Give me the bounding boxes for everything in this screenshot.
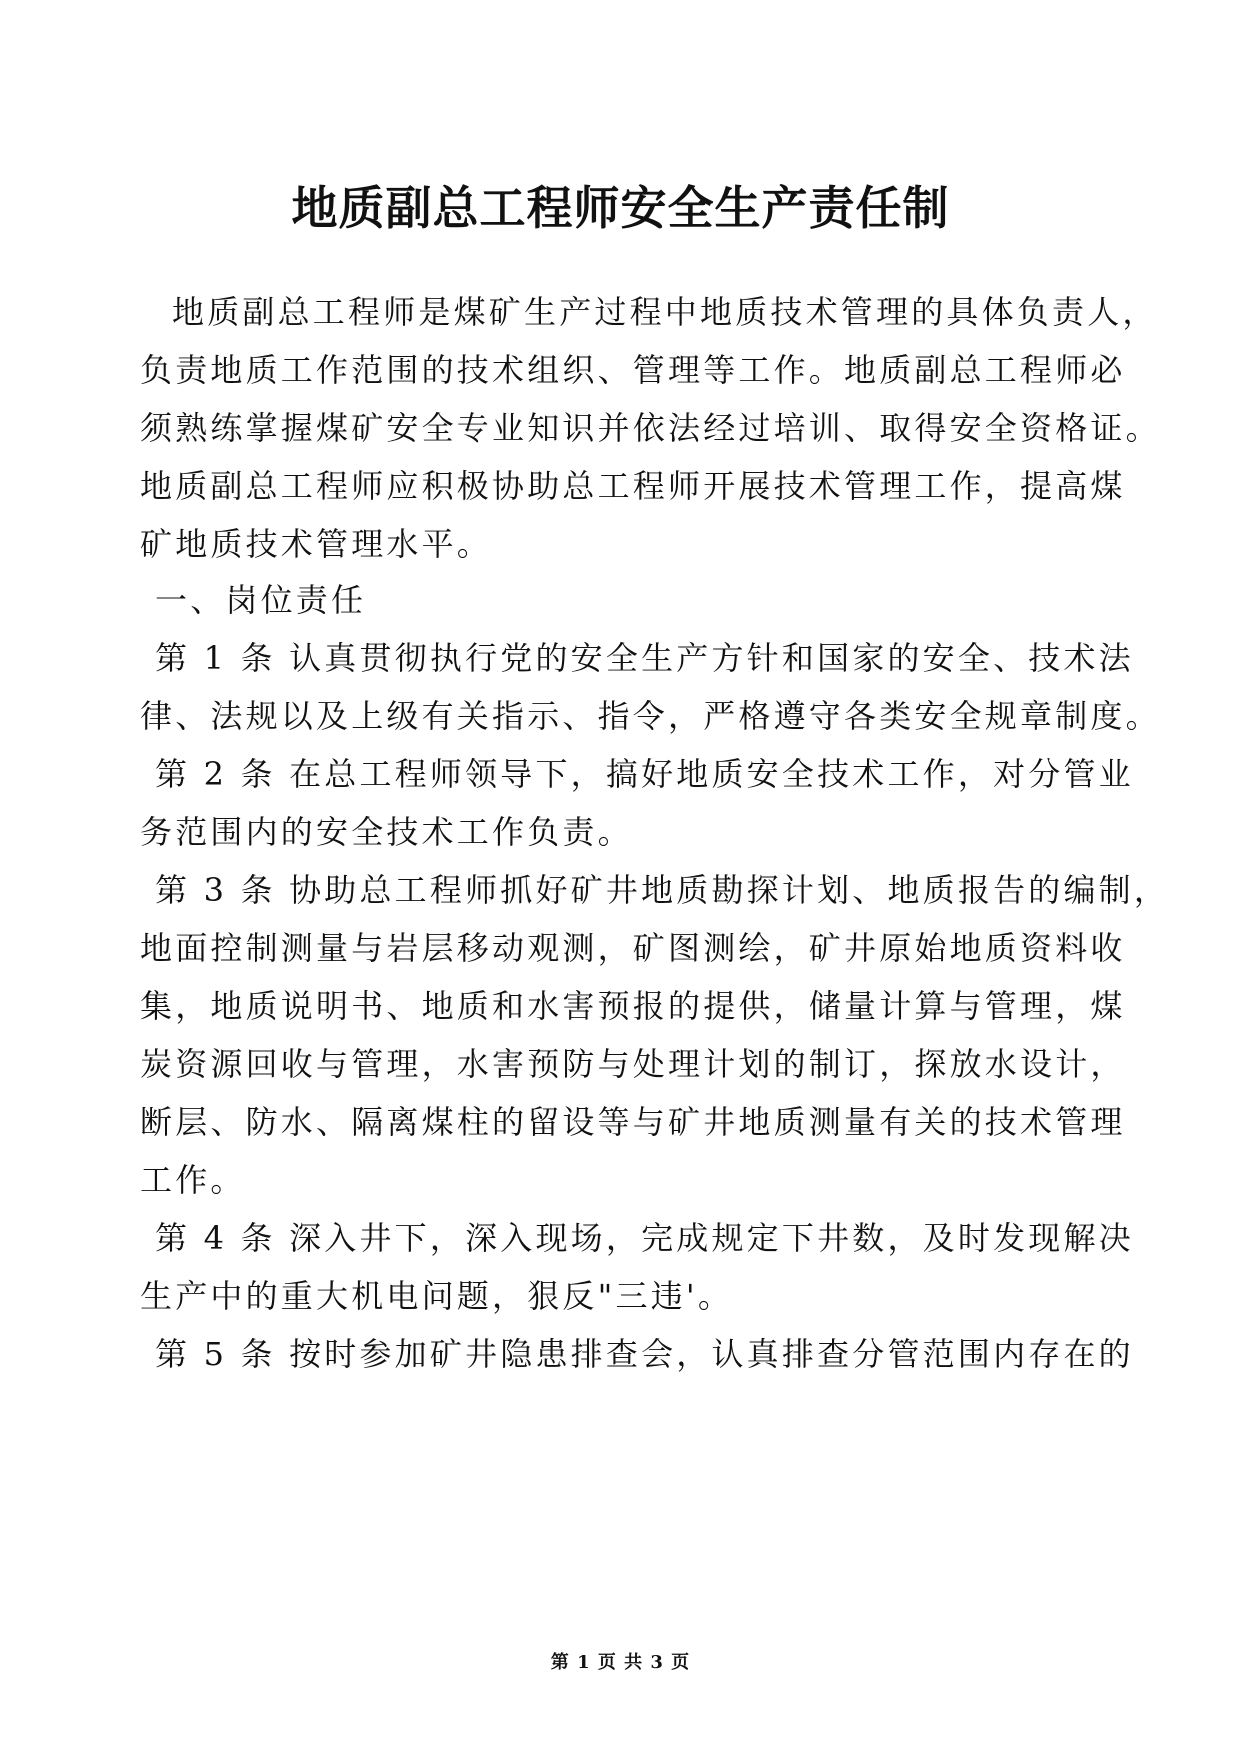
body-line: 律、法规以及上级有关指示、指令，严格遵守各类安全规章制度。 — [140, 697, 1161, 735]
body-line: 工作。 — [140, 1161, 246, 1199]
body-line: 炭资源回收与管理，水害预防与处理计划的制订，探放水设计， — [140, 1045, 1126, 1083]
body-line: 矿地质技术管理水平。 — [140, 525, 493, 563]
body-line: 生产中的重大机电问题，狠反"三违'。 — [140, 1277, 734, 1315]
document-title: 地质副总工程师安全生产责任制 — [291, 181, 950, 235]
body-line: 务范围内的安全技术工作负责。 — [140, 813, 633, 851]
page-number-footer: 第 1 页 共 3 页 — [550, 1652, 691, 1673]
article-line: 第 2 条 在总工程师领导下，搞好地质安全技术工作，对分管业 — [155, 755, 1134, 793]
body-line: 断层、防水、隔离煤柱的留设等与矿井地质测量有关的技术管理 — [140, 1103, 1126, 1141]
article-line: 第 3 条 协助总工程师抓好矿井地质勘探计划、地质报告的编制， — [155, 871, 1170, 909]
body-line: 须熟练掌握煤矿安全专业知识并依法经过培训、取得安全资格证。 — [140, 409, 1161, 447]
body-line: 负责地质工作范围的技术组织、管理等工作。地质副总工程师必 — [140, 351, 1126, 389]
article-line: 第 1 条 认真贯彻执行党的安全生产方针和国家的安全、技术法 — [155, 639, 1134, 677]
section-heading: 一、岗位责任 — [155, 581, 367, 619]
article-line: 第 5 条 按时参加矿井隐患排查会，认真排查分管范围内存在的 — [155, 1335, 1134, 1373]
body-line: 地质副总工程师是煤矿生产过程中地质技术管理的具体负责人， — [172, 293, 1158, 331]
body-line: 地面控制测量与岩层移动观测，矿图测绘，矿井原始地质资料收 — [140, 929, 1126, 967]
body-line: 集，地质说明书、地质和水害预报的提供，储量计算与管理，煤 — [140, 987, 1126, 1025]
article-line: 第 4 条 深入井下，深入现场，完成规定下井数，及时发现解决 — [155, 1219, 1134, 1257]
body-line: 地质副总工程师应积极协助总工程师开展技术管理工作，提高煤 — [140, 467, 1126, 505]
